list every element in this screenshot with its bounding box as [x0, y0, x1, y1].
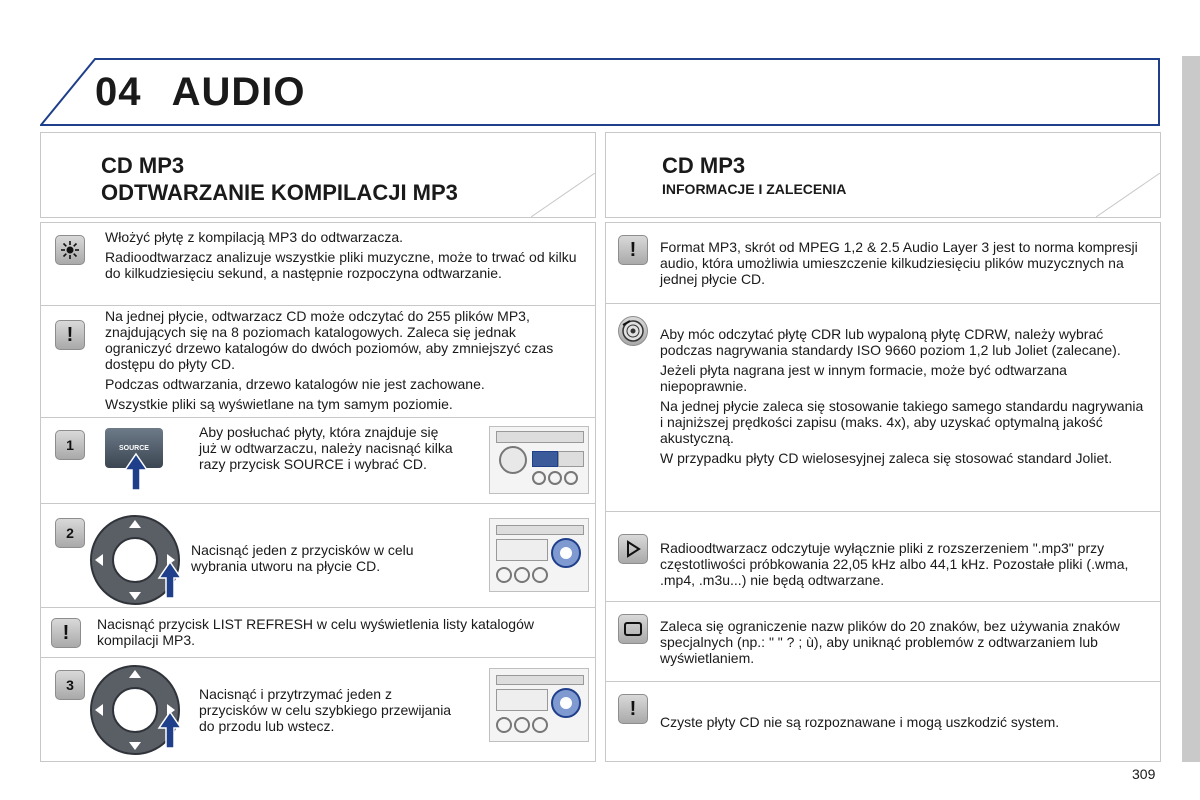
chapter-title [95, 70, 306, 115]
radio-device-illustration [489, 668, 589, 742]
volume-knob-icon [498, 445, 528, 475]
info-row-4 [606, 601, 1160, 682]
info-row-5 [606, 681, 1160, 762]
step-2-number: 2 [55, 518, 85, 548]
device-knob [532, 717, 548, 733]
cd-slot [496, 431, 584, 443]
device-knob [564, 471, 578, 485]
step-1-row [41, 417, 595, 504]
sun-icon [55, 235, 85, 265]
info-2-paragraph-4: W przypadku płyty CD wielosesyjnej zaleca się stosować standard Joliet. [660, 450, 1113, 466]
left-subtitle: ODTWARZANIE KOMPILACJI MP3 [101, 180, 458, 205]
device-knobs [532, 471, 578, 485]
left-title-box [40, 132, 596, 218]
warning-2-text: Nacisnąć przycisk LIST REFRESH w celu wyświetlenia listy katalogów kompilacji MP3. [97, 616, 534, 648]
step-2-text: Nacisnąć jeden z przycisków w celu wybrania utworu na płycie CD. [191, 542, 414, 574]
right-subtitle: INFORMACJE I ZALECENIA [662, 181, 847, 197]
step-3-row [41, 657, 595, 762]
step-2-row [41, 503, 595, 608]
device-knob [532, 567, 548, 583]
info-2-paragraph-3: Na jednej płycie zaleca się stosowanie takiego samego standardu nagrywania i najniższej prędkości zapisu (maks. 4x), aby uzyskać optymalną jakość akustyczną. [660, 398, 1144, 446]
chapter-number: 04 [95, 70, 142, 114]
info-2-paragraph-2: Jeżeli płyta nagrana jest w innym formacie, może być odtwarzana niepoprawnie. [660, 362, 1067, 394]
device-knob [496, 717, 512, 733]
warning-icon: ! [55, 320, 85, 350]
warning-paragraph-3: Wszystkie pliki są wyświetlane na tym samym poziomie. [105, 396, 453, 412]
device-knob [514, 717, 530, 733]
rect-icon [618, 614, 648, 644]
up-arrow-icon [157, 710, 183, 750]
cd-slot [496, 525, 584, 535]
radio-device-illustration [489, 518, 589, 592]
corner-fold [531, 173, 595, 217]
up-arrow-icon [157, 560, 183, 600]
info-row-1 [606, 223, 1160, 303]
left-content-box [40, 222, 596, 762]
sun-paragraph-1: Włożyć płytę z kompilacją MP3 do odtwarzacza. [105, 229, 403, 245]
step-1-text: Aby posłuchać płyty, która znajduje się już w odtwarzaczu, należy nacisnąć kilka razy przycisk SOURCE i wybrać CD. [199, 424, 453, 472]
device-knob [532, 471, 546, 485]
up-arrow-icon [123, 452, 149, 492]
device-knob [514, 567, 530, 583]
sun-row [41, 223, 595, 305]
device-knob [496, 567, 512, 583]
right-title-box [605, 132, 1161, 218]
right-content-box [605, 222, 1161, 762]
navigation-pad-highlight-icon [550, 687, 582, 719]
warning-icon: ! [618, 694, 648, 724]
info-row-2 [606, 303, 1160, 512]
info-row-3 [606, 511, 1160, 602]
chapter-name: AUDIO [171, 70, 306, 114]
sun-paragraph-2: Radioodtwarzacz analizuje wszystkie pliki muzyczne, może to trwać od kilku do kilkudziesięciu sekund, a następnie rozpoczyna odtwarzanie. [105, 249, 577, 281]
side-strip [1182, 56, 1200, 762]
right-title: CD MP3 [662, 153, 746, 178]
navigation-pad-highlight-icon [550, 537, 582, 569]
info-text-3: Radioodtwarzacz odczytuje wyłącznie pliki z rozszerzeniem ".mp3" przy częstotliwości próbkowania 22,05 kHz albo 44,1 kHz. Pozostałe pliki (.wma, .mp4, .m3u...) nie będą odtwarzane. [660, 540, 1129, 588]
page-number: 309 [1132, 766, 1156, 782]
warning-2-row [41, 607, 595, 658]
device-panel [496, 689, 548, 711]
source-highlight [532, 451, 558, 467]
info-text-4: Zaleca się ograniczenie nazw plików do 20 znaków, bez używania znaków specjalnych (np.: " " ? ; ù), aby uniknąć problemów z odtwarzaniem lub wyświetlaniem. [660, 618, 1120, 666]
warning-paragraph-1: Na jednej płycie, odtwarzacz CD może odczytać do 255 plików MP3, znajdujących się na 8 poziomach katalogowych. Zaleca się jednak ograniczyć drzewo katalogów do dwóch poziomów, aby zmniejszyć czas dostępu do płyty CD. [105, 308, 554, 372]
device-knob [548, 471, 562, 485]
corner-fold [1096, 173, 1160, 217]
warning-paragraph-2: Podczas odtwarzania, drzewo katalogów nie jest zachowane. [105, 376, 485, 392]
disc-icon [618, 316, 648, 346]
info-text-5: Czyste płyty CD nie są rozpoznawane i mogą uszkodzić system. [660, 714, 1060, 730]
device-knobs [496, 717, 548, 733]
device-button [558, 451, 584, 467]
device-knobs [496, 567, 548, 583]
step-1-number: 1 [55, 430, 85, 460]
warning-icon: ! [51, 618, 81, 648]
radio-device-illustration [489, 426, 589, 494]
info-2-paragraph-1: Aby móc odczytać płytę CDR lub wypaloną płytę CDRW, należy wybrać podczas nagrywania standardy ISO 9660 poziom 1,2 lub Joliet (zalecane). [660, 326, 1121, 358]
info-text-1: Format MP3, skrót od MPEG 1,2 & 2.5 Audio Layer 3 jest to norma kompresji audio, która umożliwia umieszczenie kilkudziesięciu plików muzycznych na jednej płycie CD. [660, 239, 1138, 287]
warning-icon: ! [618, 235, 648, 265]
device-panel [496, 539, 548, 561]
warning-row [41, 305, 595, 418]
step-3-text: Nacisnąć i przytrzymać jeden z przycisków w celu szybkiego przewijania do przodu lub wstecz. [199, 686, 452, 734]
step-3-number: 3 [55, 670, 85, 700]
play-icon [618, 534, 648, 564]
left-title: CD MP3 [101, 153, 185, 178]
source-button[interactable]: SOURCE [105, 428, 163, 468]
cd-slot [496, 675, 584, 685]
